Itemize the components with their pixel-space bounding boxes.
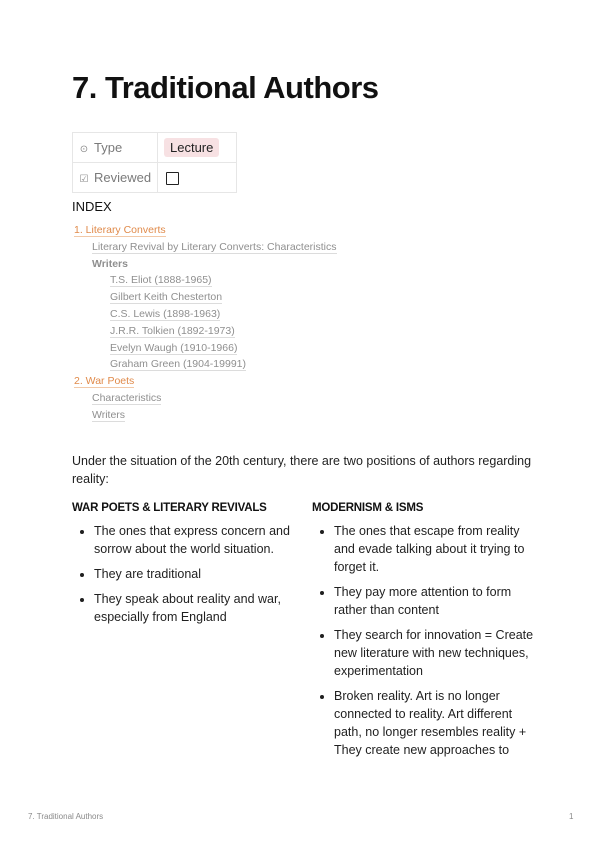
- toc-item[interactable]: J.R.R. Tolkien (1892-1973): [110, 324, 235, 337]
- footer-title: 7. Traditional Authors: [28, 812, 104, 821]
- list-item: • The ones that escape from reality and evade talking about it trying to forget it.: [334, 522, 534, 576]
- column-heading: WAR POETS & LITERARY REVIVALS: [72, 502, 267, 514]
- toc-item[interactable]: Characteristics: [92, 391, 162, 404]
- property-value-cell[interactable]: [158, 133, 237, 163]
- toc-item[interactable]: T.S. Eliot (1888-1965): [110, 274, 212, 287]
- property-label-cell: [73, 163, 158, 193]
- checkbox-icon: ☑: [79, 174, 89, 185]
- type-tag[interactable]: Lecture: [164, 138, 219, 157]
- circle-dot-icon: ⊙: [79, 144, 89, 155]
- property-label-cell: [73, 133, 158, 163]
- intro-paragraph: Under the situation of the 20th century, there are two positions of authors regarding reality:: [72, 454, 532, 486]
- property-row-type: [73, 133, 237, 163]
- column-heading: MODERNISM & ISMS: [312, 502, 424, 514]
- toc-item[interactable]: Literary Revival by Literary Converts: Characteristics: [92, 240, 337, 253]
- property-row-reviewed: [73, 163, 237, 193]
- bullet-list: [312, 522, 534, 759]
- reviewed-checkbox[interactable]: [166, 172, 179, 185]
- toc-item[interactable]: Evelyn Waugh (1910-1966): [110, 341, 238, 354]
- toc-item[interactable]: 1. Literary Converts: [74, 224, 166, 236]
- toc-item[interactable]: Writers: [92, 408, 126, 421]
- toc-item[interactable]: 2. War Poets: [74, 375, 135, 388]
- toc-item[interactable]: Writers: [92, 257, 128, 270]
- page-number: 1: [569, 812, 574, 821]
- properties-table: [72, 132, 237, 193]
- list-item: • They pay more attention to form rather than content: [334, 583, 534, 619]
- toc-item[interactable]: C.S. Lewis (1898-1963): [110, 307, 221, 320]
- list-item: • The ones that express concern and sorrow about the world situation.: [94, 522, 294, 558]
- page-title: 7. Traditional Authors: [72, 70, 379, 105]
- toc-item[interactable]: Gilbert Keith Chesterton: [110, 291, 223, 304]
- table-of-contents: [74, 222, 337, 424]
- reviewed-label: Reviewed: [94, 170, 152, 185]
- index-heading: INDEX: [72, 199, 112, 214]
- property-value-cell[interactable]: [158, 163, 237, 193]
- column-modernism: [312, 502, 534, 766]
- toc-item[interactable]: Graham Green (1904-19991): [110, 358, 246, 371]
- list-item: • They speak about reality and war, especially from England: [94, 590, 294, 626]
- list-item: • Broken reality. Art is no longer connected to reality. Art different path, no longer resembles reality + They create new approaches to: [334, 687, 534, 759]
- type-label: Type: [94, 140, 123, 155]
- list-item: • They search for innovation = Create new literature with new techniques, experimentation: [334, 626, 534, 680]
- list-item: • They are traditional: [94, 565, 294, 583]
- bullet-list: [72, 522, 294, 626]
- column-war-poets: [72, 502, 294, 633]
